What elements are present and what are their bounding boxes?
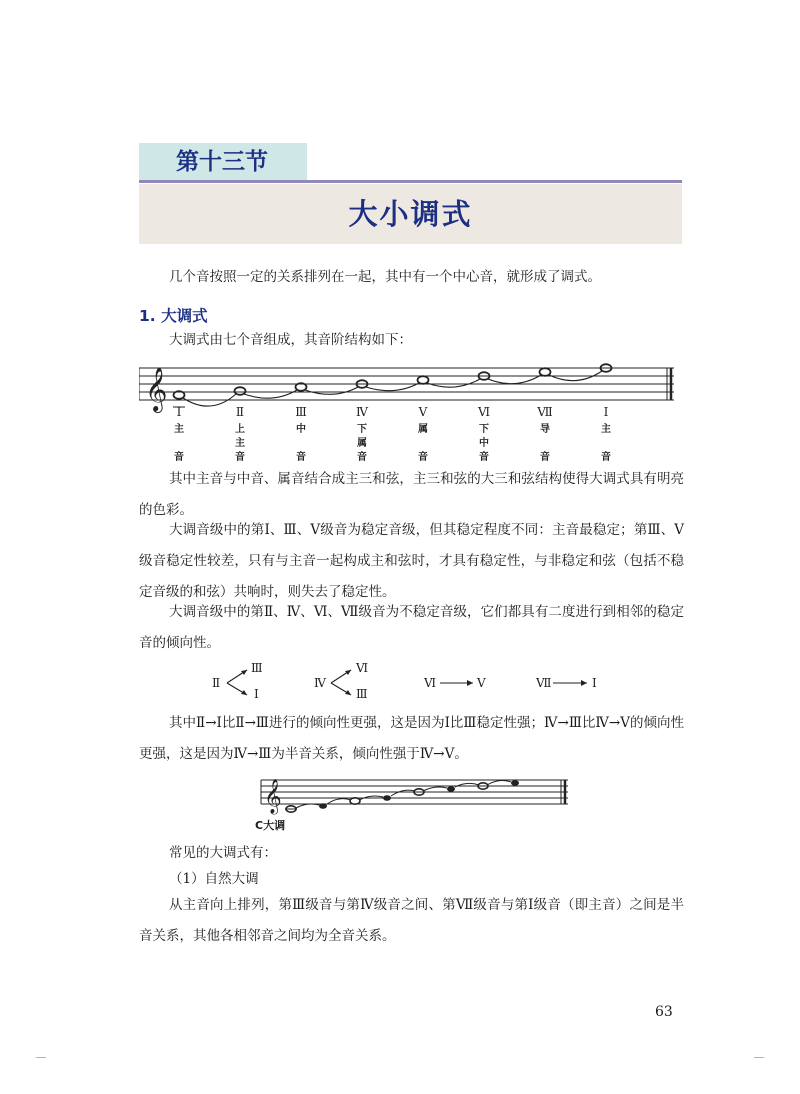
treble-clef-icon: 𝄞	[145, 367, 168, 411]
tendency-from: Ⅵ	[424, 676, 437, 690]
degree-name: 中	[296, 424, 306, 435]
degree-name: 下	[357, 424, 367, 435]
degree-name: 音	[235, 452, 245, 463]
intro-paragraph: 几个音按照一定的关系排列在一起，其中有一个中心音，就形成了调式。	[169, 269, 601, 285]
tendency-down: Ⅲ	[356, 687, 368, 701]
crop-mark	[36, 1057, 46, 1058]
c-major-staff	[255, 772, 575, 834]
degree-name: 主	[174, 424, 184, 435]
stable-degrees-paragraph: 大调音级中的第Ⅰ、Ⅲ、Ⅴ级音为稳定音级，但其稳定程度不同：主音最稳定；第Ⅲ、Ⅴ级音稳定性较差，只有与主音一起构成主和弦时，才具有稳定性，与非稳定和弦（包括不稳定音级的和弦）共响时，则失去了稳定性。	[139, 522, 684, 600]
degree-name: 主	[601, 424, 611, 435]
degree-name: 音	[296, 452, 306, 463]
tendency-diagram	[200, 658, 620, 704]
degree-name: 导	[540, 424, 550, 435]
heading-major-mode: 1. 大调式	[139, 307, 208, 325]
natural-major-paragraph: 从主音向上排列，第Ⅲ级音与第Ⅳ级音之间、第Ⅶ级音与第Ⅰ级音（即主音）之间是半音关系，其他各相邻音之间均为全音关系。	[139, 897, 684, 944]
tendency-down: Ⅰ	[254, 687, 259, 701]
degree-name: 音	[479, 452, 489, 463]
degree-name: 音	[601, 452, 611, 463]
degree-numeral: Ⅰ	[176, 405, 182, 419]
tendency-up: Ⅲ	[251, 661, 263, 675]
degree-name: 主	[235, 438, 245, 449]
degree-numeral: Ⅶ	[537, 405, 553, 419]
page-number: 63	[655, 1004, 673, 1020]
degree-numeral: Ⅳ	[356, 405, 368, 419]
tendency-up: Ⅵ	[356, 661, 369, 675]
tendency-from: Ⅳ	[314, 676, 326, 690]
common-major-text: 常见的大调式有：	[169, 845, 277, 861]
section-label: 第十三节	[139, 143, 307, 181]
degree-numeral: Ⅴ	[418, 405, 428, 419]
tendency-paragraph: 其中Ⅱ→Ⅰ比Ⅱ→Ⅲ进行的倾向性更强，这是因为Ⅰ比Ⅲ稳定性强；Ⅳ→Ⅲ比Ⅳ→Ⅴ的倾向性更强，这是因为Ⅳ→Ⅲ为半音关系，倾向性强于Ⅳ→Ⅴ。	[139, 715, 684, 762]
crop-mark	[754, 1057, 764, 1058]
tendency-to: Ⅴ	[477, 676, 486, 690]
treble-clef-icon: 𝄞	[264, 779, 282, 814]
natural-major-heading: （1）自然大调	[169, 871, 259, 887]
tendency-from: Ⅶ	[536, 676, 552, 690]
degree-name: 上	[235, 424, 245, 435]
section-divider	[139, 180, 682, 183]
degree-name: 音	[174, 452, 184, 463]
degree-numeral: Ⅲ	[295, 405, 307, 419]
degree-numeral: Ⅱ	[235, 405, 245, 419]
degree-numeral: Ⅰ	[603, 405, 609, 419]
degree-name: 中	[479, 438, 489, 449]
page-title: 大小调式	[139, 184, 682, 244]
degree-name: 属	[357, 438, 367, 449]
tendency-from: Ⅱ	[212, 676, 221, 690]
degree-numeral: Ⅵ	[477, 405, 491, 419]
tendency-to: Ⅰ	[592, 676, 597, 690]
degree-name: 下	[479, 424, 489, 435]
c-major-label: C大调	[255, 819, 286, 832]
degree-name: 音	[418, 452, 428, 463]
degree-name: 属	[418, 424, 428, 435]
major-scale-staff	[139, 360, 679, 465]
scale-intro-text: 大调式由七个音组成，其音阶结构如下：	[169, 332, 412, 348]
degree-name: 音	[357, 452, 367, 463]
unstable-degrees-paragraph: 大调音级中的第Ⅱ、Ⅳ、Ⅵ、Ⅶ级音为不稳定音级，它们都具有二度进行到相邻的稳定音的倾向性。	[139, 604, 684, 651]
tonic-triad-paragraph: 其中主音与中音、属音结合成主三和弦，主三和弦的大三和弦结构使得大调式具有明亮的色彩。	[139, 471, 684, 518]
degree-name: 音	[540, 452, 550, 463]
